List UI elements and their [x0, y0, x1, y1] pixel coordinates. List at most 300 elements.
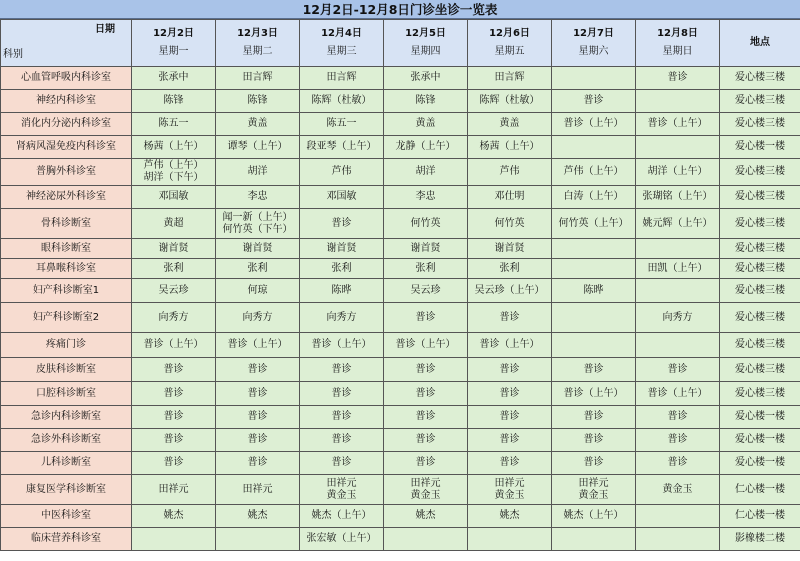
location-cell: 爱心楼三楼: [720, 382, 800, 406]
cell-line: 胡洋（下午）: [143, 172, 204, 183]
schedule-cell: [636, 90, 720, 113]
schedule-cell: [468, 259, 552, 279]
schedule-cell: [636, 303, 720, 333]
schedule-cell: [216, 90, 300, 113]
schedule-cell: [216, 528, 300, 551]
schedule-cell: [300, 209, 384, 239]
schedule-cell: [300, 136, 384, 159]
dept-cell: 康复医学科诊断室: [1, 475, 132, 505]
schedule-cell: [552, 303, 636, 333]
schedule-cell: [132, 259, 216, 279]
day-header: [636, 20, 720, 67]
cell-line: 普诊（上午）: [395, 339, 456, 350]
cell-line: 姚杰: [415, 510, 436, 521]
cell-line: 邓仕明: [494, 191, 525, 202]
cell-line: 段亚琴（上午）: [306, 141, 377, 152]
cell-line: 龙静（上午）: [395, 141, 456, 152]
schedule-cell: [216, 358, 300, 382]
cell-line: 邓国敏: [326, 191, 357, 202]
table-row: [1, 67, 800, 90]
schedule-cell: [216, 475, 300, 505]
table-row: [1, 505, 800, 528]
table-row: [1, 452, 800, 475]
schedule-cell: [300, 279, 384, 303]
schedule-cell: [552, 239, 636, 259]
cell-line: 普诊: [583, 457, 604, 468]
schedule-cell: [216, 333, 300, 358]
cell-line: 普诊: [415, 457, 436, 468]
table-row: [1, 209, 800, 239]
cell-line: 普诊: [331, 457, 352, 468]
table-row: [1, 429, 800, 452]
weekday-text: 星期一: [158, 46, 189, 57]
schedule-cell: [384, 452, 468, 475]
cell-line: 黄超: [163, 217, 184, 229]
cell-line: 普诊: [499, 434, 520, 445]
cell-line: 李忠: [247, 191, 268, 202]
dept-cell: 眼科诊断室: [1, 239, 132, 259]
cell-line: 普诊: [247, 411, 268, 422]
cell-line: 普诊: [583, 363, 604, 375]
schedule-cell: [132, 358, 216, 382]
cell-line: 普诊: [415, 411, 436, 422]
table-row: [1, 136, 800, 159]
cell-line: 普诊（上午）: [479, 339, 540, 350]
schedule-cell: [468, 136, 552, 159]
weekday-text: 星期六: [578, 46, 609, 57]
location-cell: 爱心楼三楼: [720, 113, 800, 136]
location-cell: 仁心楼一楼: [720, 475, 800, 505]
location-cell: 爱心楼三楼: [720, 239, 800, 259]
schedule-cell: [384, 406, 468, 429]
cell-line: 张承中: [158, 72, 189, 83]
cell-line: 张利: [331, 262, 352, 274]
cell-line: 普诊: [163, 387, 184, 399]
table-row: [1, 239, 800, 259]
cell-line: 田祥元: [578, 477, 609, 489]
cell-line: 黄盖: [499, 118, 520, 129]
schedule-cell: [384, 90, 468, 113]
schedule-cell: [300, 113, 384, 136]
cell-line: 谢首贤: [494, 242, 525, 254]
schedule-cell: [384, 186, 468, 209]
cell-line: 陈锋: [415, 95, 436, 106]
schedule-cell: [552, 382, 636, 406]
schedule-body: [1, 20, 800, 551]
cell-line: 普诊（上午）: [563, 387, 624, 399]
schedule-cell: [132, 136, 216, 159]
cell-line: 普诊: [667, 434, 688, 445]
cell-line: 普诊: [499, 363, 520, 375]
schedule-cell: [216, 452, 300, 475]
dept-cell: 神经泌尿外科诊室: [1, 186, 132, 209]
schedule-cell: [468, 406, 552, 429]
dept-cell: 消化内分泌内科诊室: [1, 113, 132, 136]
dept-cell: 口腔科诊断室: [1, 382, 132, 406]
location-cell: 影橡楼二楼: [720, 528, 800, 551]
cell-line: 向秀方: [242, 311, 273, 323]
schedule-cell: [216, 159, 300, 186]
cell-line: 田祥元: [158, 483, 189, 495]
cell-line: 吴云珍（上午）: [474, 284, 545, 296]
dept-cell: 心血管呼吸内科诊室: [1, 67, 132, 90]
day-header: [552, 20, 636, 67]
cell-line: 普诊: [415, 311, 436, 323]
cell-line: 张利: [163, 262, 184, 274]
cell-line: 普诊: [499, 457, 520, 468]
cell-line: 普诊（上午）: [647, 118, 708, 129]
cell-line: 陈五一: [326, 118, 357, 129]
schedule-cell: [216, 279, 300, 303]
cell-line: 何竹英: [494, 217, 525, 229]
cell-line: 普诊: [163, 457, 184, 468]
dept-cell: 妇产科诊断室1: [1, 279, 132, 303]
schedule-cell: [216, 113, 300, 136]
cell-line: 谭琴（上午）: [227, 141, 288, 152]
cell-line: 黄盖: [415, 118, 436, 129]
cell-line: 芦伟: [331, 166, 352, 177]
cell-line: 普诊: [331, 217, 352, 229]
cell-line: 张利: [247, 262, 268, 274]
schedule-cell: [384, 505, 468, 528]
cell-line: 邓国敏: [158, 191, 189, 202]
date-text: 12月8日: [657, 28, 698, 39]
cell-line: 普诊: [247, 434, 268, 445]
schedule-cell: [552, 505, 636, 528]
schedule-cell: [132, 186, 216, 209]
cell-line: 何竹英（下午）: [222, 223, 293, 235]
cell-line: 黄金玉: [578, 489, 609, 501]
schedule-cell: [636, 528, 720, 551]
schedule-cell: [468, 113, 552, 136]
schedule-cell: [636, 475, 720, 505]
location-cell: 爱心楼三楼: [720, 279, 800, 303]
schedule-cell: [552, 209, 636, 239]
table-row: [1, 113, 800, 136]
cell-line: 杨茜（上午）: [479, 141, 540, 152]
cell-line: 谢首贤: [410, 242, 441, 254]
schedule-cell: [300, 333, 384, 358]
dept-cell: 急诊内科诊断室: [1, 406, 132, 429]
table-row: [1, 358, 800, 382]
location-cell: 爱心楼三楼: [720, 209, 800, 239]
cell-line: 普诊: [667, 457, 688, 468]
schedule-cell: [468, 505, 552, 528]
schedule-cell: [132, 279, 216, 303]
weekday-text: 星期五: [494, 46, 525, 57]
dept-cell: 急诊外科诊断室: [1, 429, 132, 452]
cell-line: 陈锋: [247, 95, 268, 106]
cell-line: 普诊: [331, 363, 352, 375]
cell-line: 陈晔: [583, 284, 604, 296]
day-header: [300, 20, 384, 67]
schedule-cell: [552, 452, 636, 475]
schedule-cell: [300, 406, 384, 429]
cell-line: 普诊（上午）: [563, 118, 624, 129]
schedule-cell: [300, 358, 384, 382]
table-row: [1, 382, 800, 406]
cell-line: 陈辉（杜敏）: [311, 95, 372, 106]
schedule-cell: [300, 528, 384, 551]
schedule-cell: [384, 113, 468, 136]
cell-line: 胡洋: [247, 166, 268, 177]
table-row: [1, 259, 800, 279]
cell-line: 姚杰: [247, 510, 268, 521]
schedule-cell: [468, 279, 552, 303]
location-cell: 仁心楼一楼: [720, 505, 800, 528]
schedule-cell: [468, 382, 552, 406]
schedule-cell: [636, 429, 720, 452]
location-cell: 爱心楼三楼: [720, 67, 800, 90]
page-title: 12月2日-12月8日门诊坐诊一览表: [0, 0, 800, 19]
schedule-cell: [552, 90, 636, 113]
cell-line: 吴云珍: [158, 284, 189, 296]
cell-line: 普诊: [163, 434, 184, 445]
table-row: [1, 303, 800, 333]
cell-line: 田言辉: [326, 72, 357, 83]
schedule-cell: [636, 505, 720, 528]
schedule-cell: [384, 159, 468, 186]
cell-line: 向秀方: [158, 311, 189, 323]
day-header: [216, 20, 300, 67]
schedule-cell: [384, 358, 468, 382]
dept-cell: 骨科诊断室: [1, 209, 132, 239]
schedule-cell: [216, 136, 300, 159]
cell-line: 普诊: [499, 411, 520, 422]
schedule-cell: [552, 333, 636, 358]
cell-line: 姚杰（上午）: [563, 510, 624, 521]
cell-line: 普诊: [247, 457, 268, 468]
location-cell: 爱心楼一楼: [720, 429, 800, 452]
day-header: [468, 20, 552, 67]
cell-line: 吴云珍: [410, 284, 441, 296]
schedule-cell: [468, 358, 552, 382]
cell-line: 普诊（上午）: [311, 339, 372, 350]
date-text: 12月5日: [405, 28, 446, 39]
location-cell: 爱心楼三楼: [720, 303, 800, 333]
cell-line: 谢首贤: [242, 242, 273, 254]
schedule-cell: [636, 382, 720, 406]
location-cell: 爱心楼一楼: [720, 136, 800, 159]
table-row: [1, 159, 800, 186]
table-row: [1, 528, 800, 551]
cell-line: 张宏敏（上午）: [306, 533, 377, 544]
cell-line: 普诊: [331, 411, 352, 422]
location-cell: 爱心楼三楼: [720, 333, 800, 358]
schedule-cell: [384, 136, 468, 159]
schedule-cell: [132, 429, 216, 452]
schedule-cell: [216, 259, 300, 279]
schedule-cell: [300, 90, 384, 113]
cell-line: 陈锋: [163, 95, 184, 106]
schedule-cell: [636, 358, 720, 382]
schedule-cell: [636, 259, 720, 279]
dept-cell: 皮肤科诊断室: [1, 358, 132, 382]
schedule-cell: [132, 382, 216, 406]
table-row: [1, 333, 800, 358]
schedule-cell: [468, 333, 552, 358]
date-text: 12月6日: [489, 28, 530, 39]
cell-line: 张利: [415, 262, 436, 274]
cell-line: 普诊: [667, 363, 688, 375]
cell-line: 张利: [499, 262, 520, 274]
cell-line: 芦伟: [499, 166, 520, 177]
schedule-cell: [552, 429, 636, 452]
schedule-cell: [552, 279, 636, 303]
cell-line: 张瑚铭（上午）: [642, 191, 713, 202]
cell-line: 普诊: [415, 387, 436, 399]
schedule-cell: [132, 239, 216, 259]
table-row: [1, 186, 800, 209]
schedule-cell: [300, 505, 384, 528]
cell-line: 向秀方: [326, 311, 357, 323]
schedule-cell: [468, 452, 552, 475]
schedule-cell: [216, 186, 300, 209]
schedule-cell: [468, 90, 552, 113]
cell-line: 胡洋（上午）: [647, 166, 708, 177]
schedule-cell: [384, 475, 468, 505]
schedule-cell: [132, 505, 216, 528]
cell-line: 张承中: [410, 72, 441, 83]
dept-cell: 疼痛门诊: [1, 333, 132, 358]
schedule-cell: [132, 333, 216, 358]
schedule-cell: [636, 406, 720, 429]
schedule-cell: [216, 406, 300, 429]
schedule-table: [0, 19, 800, 551]
schedule-cell: [300, 186, 384, 209]
cell-line: 普诊: [667, 72, 688, 83]
day-header: [384, 20, 468, 67]
schedule-cell: [636, 113, 720, 136]
schedule-cell: [384, 528, 468, 551]
schedule-cell: [216, 239, 300, 259]
schedule-cell: [636, 279, 720, 303]
schedule-cell: [468, 429, 552, 452]
schedule-cell: [216, 303, 300, 333]
schedule-cell: [552, 159, 636, 186]
schedule-cell: [300, 303, 384, 333]
schedule-cell: [384, 209, 468, 239]
dept-cell: 普胸外科诊室: [1, 159, 132, 186]
cell-line: 普诊: [667, 411, 688, 422]
schedule-cell: [132, 159, 216, 186]
schedule-cell: [132, 67, 216, 90]
dept-cell: 妇产科诊断室2: [1, 303, 132, 333]
cell-line: 黄金玉: [326, 489, 357, 501]
cell-line: 闻一新（上午）: [222, 211, 293, 223]
schedule-cell: [552, 136, 636, 159]
cell-line: 黄金玉: [410, 489, 441, 501]
dept-cell: 肾病风湿免疫内科诊室: [1, 136, 132, 159]
schedule-cell: [384, 279, 468, 303]
cell-line: 姚元辉（上午）: [642, 217, 713, 229]
schedule-cell: [636, 159, 720, 186]
cell-line: 普诊: [163, 363, 184, 375]
schedule-cell: [216, 67, 300, 90]
cell-line: 何竹英（上午）: [558, 217, 629, 229]
cell-line: 普诊: [583, 95, 604, 106]
dept-cell: 儿科诊断室: [1, 452, 132, 475]
schedule-cell: [384, 259, 468, 279]
cell-line: 普诊: [247, 387, 268, 399]
cell-line: 普诊: [247, 363, 268, 375]
cell-line: 普诊: [583, 411, 604, 422]
location-header: 地点: [720, 20, 800, 67]
cell-line: 普诊（上午）: [143, 339, 204, 350]
location-cell: 爱心楼三楼: [720, 259, 800, 279]
cell-line: 田言辉: [494, 72, 525, 83]
schedule-cell: [552, 406, 636, 429]
cell-line: 田祥元: [326, 477, 357, 489]
schedule-cell: [468, 209, 552, 239]
cell-line: 普诊（上午）: [227, 339, 288, 350]
cell-line: 何琼: [247, 284, 268, 296]
cell-line: 田凯（上午）: [647, 262, 708, 274]
dept-cell: 耳鼻喉科诊室: [1, 259, 132, 279]
schedule-cell: [216, 429, 300, 452]
schedule-cell: [384, 382, 468, 406]
schedule-cell: [300, 475, 384, 505]
location-cell: 爱心楼一楼: [720, 406, 800, 429]
schedule-cell: [132, 452, 216, 475]
schedule-cell: [636, 136, 720, 159]
schedule-cell: [552, 358, 636, 382]
cell-line: 田祥元: [494, 477, 525, 489]
schedule-cell: [300, 239, 384, 259]
schedule-cell: [300, 67, 384, 90]
weekday-text: 星期日: [662, 46, 693, 57]
schedule-cell: [552, 113, 636, 136]
schedule-cell: [300, 429, 384, 452]
cell-line: 何竹英: [410, 217, 441, 229]
cell-line: 田祥元: [242, 483, 273, 495]
cell-line: 姚杰: [163, 510, 184, 521]
schedule-cell: [300, 382, 384, 406]
schedule-cell: [132, 528, 216, 551]
date-label: 日期: [95, 24, 115, 35]
header-row: [1, 20, 800, 67]
schedule-cell: [132, 475, 216, 505]
cell-line: 普诊: [499, 311, 520, 323]
schedule-cell: [384, 333, 468, 358]
cell-line: 谢首贤: [326, 242, 357, 254]
schedule-cell: [132, 113, 216, 136]
cell-line: 田祥元: [410, 477, 441, 489]
schedule-cell: [468, 239, 552, 259]
schedule-cell: [300, 452, 384, 475]
schedule-cell: [384, 239, 468, 259]
cell-line: 胡洋: [415, 166, 436, 177]
schedule-cell: [384, 429, 468, 452]
schedule-cell: [384, 67, 468, 90]
cell-line: 普诊: [331, 387, 352, 399]
table-row: [1, 406, 800, 429]
cell-line: 陈晔: [331, 284, 352, 296]
cell-line: 谢首贤: [158, 242, 189, 254]
cell-line: 陈五一: [158, 118, 189, 129]
date-text: 12月4日: [321, 28, 362, 39]
cell-line: 芦伟（上午）: [143, 160, 204, 171]
dept-cell: 临床营养科诊室: [1, 528, 132, 551]
cell-line: 姚杰: [499, 510, 520, 521]
date-text: 12月2日: [153, 28, 194, 39]
cell-line: 普诊: [415, 434, 436, 445]
weekday-text: 星期四: [410, 46, 441, 57]
dept-cell: 中医科诊室: [1, 505, 132, 528]
schedule-cell: [216, 505, 300, 528]
weekday-text: 星期三: [326, 46, 357, 57]
schedule-cell: [636, 209, 720, 239]
